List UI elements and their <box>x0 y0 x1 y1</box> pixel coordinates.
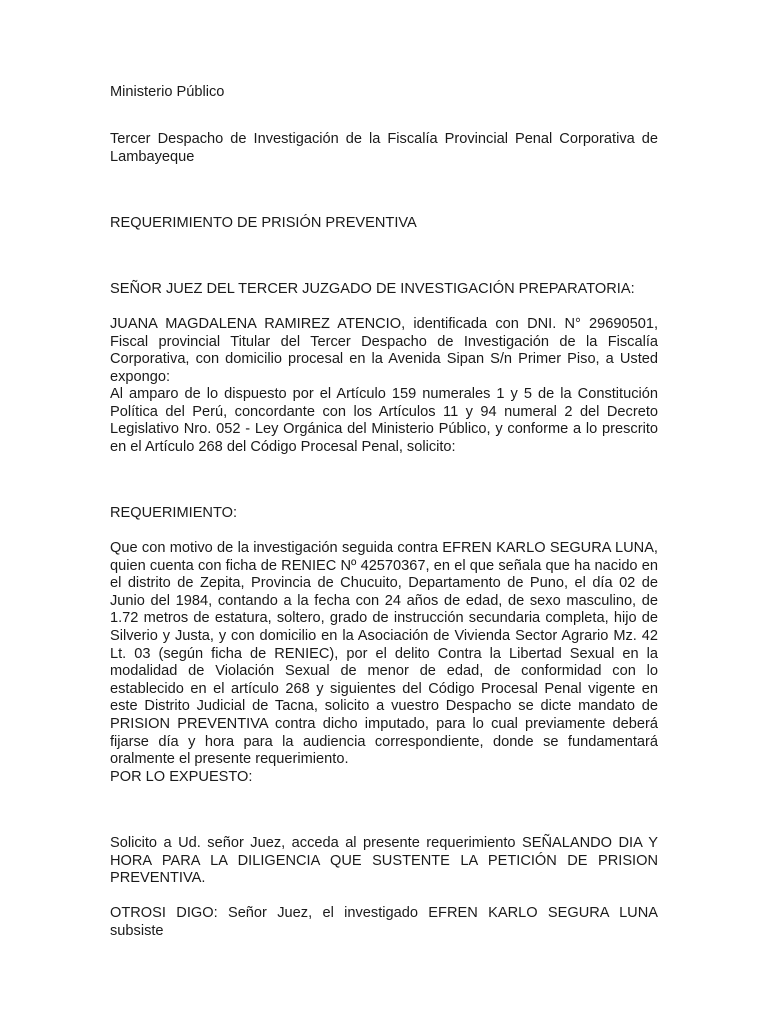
otrosi-paragraph: OTROSI DIGO: Señor Juez, el investigado EFREN KARLO SEGURA LUNA subsiste <box>110 905 658 939</box>
petition-paragraph: Solicito a Ud. señor Juez, acceda al presente requerimiento SEÑALANDO DIA Y HORA PARA LA DILIGENCIA QUE SUSTENTE LA PETICIÓN DE PRISION PREVENTIVA. <box>110 835 658 887</box>
request-body-paragraph: Que con motivo de la investigación seguida contra EFREN KARLO SEGURA LUNA, quien cuenta con ficha de RENIEC Nº 42570367, en el que señala que ha nacido en el distrito de Zepita, Provincia de Chucuito, Departamento de Puno, el día 02 de Junio del 1984, contando a la fecha con 24 años de edad, de sexo masculino, de 1.72 metros de estatura, soltero, grado de instrucción secundaria completa, hijo de Silverio y Justa, y con domicilio en la Asociación de Vivienda Sector Agrario Mz. 42 Lt. 03 (según ficha de RENIEC), por el delito Contra la Libertad Sexual en la modalidad de Violación Sexual de menor de edad, de conformidad con lo establecido en el artículo 268 y siguientes del Código Procesal Penal vigente en este Distrito Judicial de Tacna, solicito a vuestro Despacho se dicte mandato de PRISION PREVENTIVA contra dicho imputado, para lo cual previamente deberá fijarse día y hora para la audiencia correspondiente, donde se fundamentará oralmente el presente requerimiento. <box>110 540 658 768</box>
section-heading: REQUERIMIENTO: <box>110 505 238 521</box>
institution-line: Ministerio Público <box>110 84 225 100</box>
legal-basis-paragraph: Al amparo de lo dispuesto por el Artículo 159 numerales 1 y 5 de la Constitución Política del Perú, concordante con los Artículos 11 y 94 numeral 2 del Decreto Legislativo Nro. 052 - Ley Orgánica del Ministerio Público, y conforme a lo prescrito en el Artículo 268 del Código Procesal Penal, solicito: <box>110 386 658 455</box>
addressee-line: SEÑOR JUEZ DEL TERCER JUZGADO DE INVESTIGACIÓN PREPARATORIA: <box>110 281 635 297</box>
office-line: Tercer Despacho de Investigación de la Fiscalía Provincial Penal Corporativa de Lambayeque <box>110 131 658 165</box>
conclusion-heading: POR LO EXPUESTO: <box>110 769 253 785</box>
introduction-paragraph: JUANA MAGDALENA RAMIREZ ATENCIO, identificada con DNI. N° 29690501, Fiscal provincial Titular del Tercer Despacho de Investigación de la Fiscalía Corporativa, con domicilio procesal en la Avenida Sipan S/n Primer Piso, a Usted expongo: <box>110 316 658 385</box>
document-title: REQUERIMIENTO DE PRISIÓN PREVENTIVA <box>110 215 417 231</box>
